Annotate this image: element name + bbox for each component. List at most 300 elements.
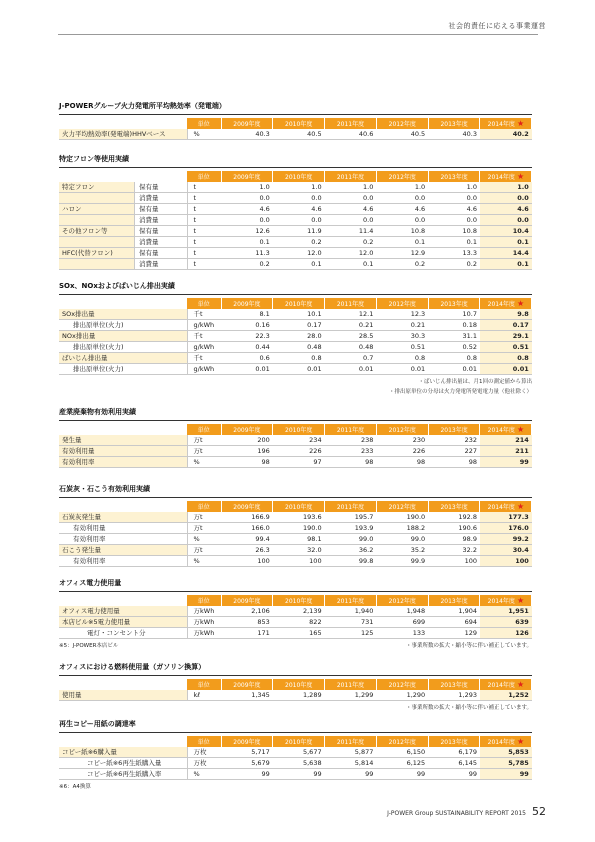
column-header: 2014年度 ★ [480,736,532,747]
row-label: 特定フロン 保有量 [59,182,187,193]
table-row [59,769,532,780]
value-cell: 0.18 [428,320,480,331]
waste-section [59,407,532,468]
value-cell: 11.3 [221,248,273,259]
value-cell: 12.1 [325,309,377,320]
freon-section [59,154,532,270]
value-cell: 0.1 [480,259,532,270]
value-cell: 822 [273,617,325,628]
efficiency-table [59,118,532,140]
sox-section [59,281,532,395]
column-header: 2009年度 [221,736,273,747]
value-cell: 1,904 [428,606,480,617]
value-cell: 6,150 [376,747,428,758]
value-cell: 0.1 [428,237,480,248]
unit-cell: t [187,215,221,226]
value-cell: 0.21 [376,320,428,331]
value-cell: 200 [221,435,273,446]
table-row [59,353,532,364]
value-cell: 1,345 [221,690,273,701]
value-cell: 11.4 [325,226,377,237]
value-cell: 192.8 [428,512,480,523]
row-label: 排出原単位(火力) [59,364,187,375]
value-cell: 0.17 [480,320,532,331]
row-label: コピー紙※6購入量 [59,747,187,758]
value-cell: 12.6 [221,226,273,237]
value-cell: 98.1 [273,534,325,545]
row-label: 有効利用率 [59,457,187,468]
value-cell: 40.5 [273,129,325,140]
value-cell: 1.0 [480,182,532,193]
row-label: 消費量 [59,193,187,204]
value-cell: 2,139 [273,606,325,617]
value-cell: 99 [428,769,480,780]
value-cell: 0.0 [376,215,428,226]
value-cell: 12.9 [376,248,428,259]
column-header: 2014年度 ★ [480,595,532,606]
unit-cell: t [187,248,221,259]
value-cell: 129 [428,628,480,639]
row-label: 火力平均熱効率(発電端)HHVベース [59,129,187,140]
unit-cell: t [187,237,221,248]
value-cell: 4.6 [480,204,532,215]
table-row [59,226,532,237]
column-header: 単位 [187,171,221,182]
note-row [59,782,532,790]
value-cell: 214 [480,435,532,446]
table-row [59,364,532,375]
value-cell: 0.0 [221,215,273,226]
value-cell: 98 [428,457,480,468]
waste-table [59,424,532,468]
value-cell: 40.5 [376,129,428,140]
value-cell: 0.8 [273,353,325,364]
column-header: 2012年度 [376,424,428,435]
table-row [59,747,532,758]
column-header: 2013年度 [428,118,480,129]
value-cell: 226 [376,446,428,457]
value-cell: 98.9 [428,534,480,545]
unit-cell: % [187,129,221,140]
value-cell: 0.0 [376,193,428,204]
table-row [59,193,532,204]
value-cell: 171 [221,628,273,639]
office_fuel-table [59,679,532,701]
table-row [59,204,532,215]
row-label: NOx排出量 [59,331,187,342]
value-cell: 5,638 [273,758,325,769]
value-cell: 26.3 [221,545,273,556]
report-title: J-POWER Group SUSTAINABILITY REPORT 2015 [387,810,526,817]
column-header: 2010年度 [273,501,325,512]
value-cell: 0.8 [480,353,532,364]
value-cell: 0.51 [376,342,428,353]
row-label: 石こう発生量 [59,545,187,556]
table-row [59,512,532,523]
value-cell: 5,679 [221,758,273,769]
value-cell: 40.3 [221,129,273,140]
value-cell: 4.6 [273,204,325,215]
value-cell: 190.0 [273,523,325,534]
value-cell: 0.7 [325,353,377,364]
column-header: 単位 [187,736,221,747]
column-header: 2009年度 [221,679,273,690]
value-cell: 36.2 [325,545,377,556]
value-cell: 35.2 [376,545,428,556]
value-cell: 5,853 [480,747,532,758]
unit-cell: 千t [187,309,221,320]
value-cell: 193.6 [273,512,325,523]
value-cell: 99 [325,769,377,780]
row-label: その他フロン等 保有量 [59,226,187,237]
value-cell: 1.0 [376,182,428,193]
value-cell: 32.0 [273,545,325,556]
value-cell: 1.0 [221,182,273,193]
table-row [59,457,532,468]
row-label: 有効利用量 [59,446,187,457]
value-cell: 28.5 [325,331,377,342]
column-header: 2009年度 [221,171,273,182]
value-cell: 0.1 [376,237,428,248]
value-cell: 13.3 [428,248,480,259]
column-header: 2012年度 [376,118,428,129]
table-row [59,534,532,545]
office_power-table [59,595,532,639]
column-header: 2013年度 [428,171,480,182]
row-label: 有効利用率 [59,556,187,567]
table-row [59,309,532,320]
value-cell: 100 [273,556,325,567]
column-header: 2013年度 [428,501,480,512]
value-cell: 0.51 [480,342,532,353]
unit-cell: 万kWh [187,617,221,628]
section-title: オフィスにおける燃料使用量（ガソリン換算） [59,662,532,676]
page-number: 52 [532,805,546,818]
row-label: SOx排出量 [59,309,187,320]
section-title: J-POWERグループ火力発電所平均熱効率（発電端） [59,101,532,115]
value-cell: 97 [273,457,325,468]
ash-table [59,501,532,567]
row-label: オフィス電力使用量 [59,606,187,617]
column-header: 2012年度 [376,171,428,182]
row-label: 使用量 [59,690,187,701]
table-row [59,259,532,270]
unit-cell: % [187,457,221,468]
table-row [59,690,532,701]
column-header: 2014年度 ★ [480,501,532,512]
value-cell: 99 [221,769,273,780]
value-cell: 99 [376,769,428,780]
unit-cell: % [187,534,221,545]
value-cell: 11.9 [273,226,325,237]
column-header: 2009年度 [221,501,273,512]
value-cell: 30.4 [480,545,532,556]
unit-cell: 万枚 [187,747,221,758]
value-cell: 12.3 [376,309,428,320]
sox-table [59,298,532,375]
row-label: 排出原単位(火力) [59,320,187,331]
value-cell: 639 [480,617,532,628]
unit-cell: 千t [187,353,221,364]
value-cell: 0.2 [428,259,480,270]
column-header: 2014年度 ★ [480,118,532,129]
value-cell: 6,125 [376,758,428,769]
section-title: 産業廃棄物有効利用実績 [59,407,532,421]
table-row [59,446,532,457]
column-header: 2013年度 [428,736,480,747]
unit-cell: t [187,204,221,215]
value-cell: 1,940 [325,606,377,617]
table-row [59,320,532,331]
section-title: 石炭灰・石こう有効利用実績 [59,484,532,498]
value-cell: 125 [325,628,377,639]
value-cell: 0.1 [325,259,377,270]
value-cell: 1,290 [376,690,428,701]
column-header: 2014年度 ★ [480,171,532,182]
value-cell: 99.0 [325,534,377,545]
value-cell: 1.0 [273,182,325,193]
value-cell: 0.8 [376,353,428,364]
table-row [59,556,532,567]
value-cell: 196 [221,446,273,457]
value-cell: 1,252 [480,690,532,701]
value-cell: 0.01 [325,364,377,375]
value-cell: 6,179 [428,747,480,758]
value-cell: 0.0 [428,215,480,226]
value-cell: 99.2 [480,534,532,545]
value-cell: 188.2 [376,523,428,534]
table-row [59,331,532,342]
freon-table [59,171,532,270]
value-cell: 6,145 [428,758,480,769]
value-cell: 0.2 [221,259,273,270]
row-label: 消費量 [59,237,187,248]
table-row [59,523,532,534]
value-cell: 126 [480,628,532,639]
column-header: 単位 [187,595,221,606]
value-cell: 0.48 [325,342,377,353]
footer [387,805,546,818]
unit-cell: t [187,226,221,237]
section-header: 社会的責任に応える事業運営 [448,22,546,30]
value-cell: 8.1 [221,309,273,320]
value-cell: 99.0 [376,534,428,545]
value-cell: 10.8 [428,226,480,237]
value-cell: 193.9 [325,523,377,534]
value-cell: 0.48 [273,342,325,353]
section-title: オフィス電力使用量 [59,578,532,592]
value-cell: 14.4 [480,248,532,259]
value-cell: 30.3 [376,331,428,342]
value-cell: 31.1 [428,331,480,342]
value-cell: 0.0 [325,193,377,204]
ash-section [59,484,532,567]
value-cell: 853 [221,617,273,628]
star-icon: ★ [516,299,525,308]
row-label: 有効利用量 [59,523,187,534]
column-header: 2010年度 [273,679,325,690]
value-cell: 4.6 [221,204,273,215]
value-cell: 99.9 [376,556,428,567]
table-note: ・事業所数の拡大・縮小等に伴い補正しています。 [405,643,532,649]
value-cell: 99 [480,769,532,780]
star-icon: ★ [516,502,525,511]
unit-cell: 万t [187,545,221,556]
value-cell: 4.6 [376,204,428,215]
value-cell: 0.2 [376,259,428,270]
unit-cell: 万枚 [187,758,221,769]
value-cell: 0.1 [221,237,273,248]
value-cell: 0.0 [428,193,480,204]
value-cell: 0.1 [480,237,532,248]
value-cell: 4.6 [428,204,480,215]
column-header: 2012年度 [376,298,428,309]
row-label: 石炭灰発生量 [59,512,187,523]
row-label: 電灯・コンセント分 [59,628,187,639]
row-label: 消費量 [59,259,187,270]
value-cell: 0.21 [325,320,377,331]
value-cell: 0.17 [273,320,325,331]
table-row [59,342,532,353]
note-row [59,641,532,649]
value-cell: 166.9 [221,512,273,523]
value-cell: 731 [325,617,377,628]
value-cell: 5,814 [325,758,377,769]
value-cell: 29.1 [480,331,532,342]
unit-cell: 万kWh [187,606,221,617]
column-header: 2010年度 [273,424,325,435]
column-header: 2011年度 [325,679,377,690]
column-header: 単位 [187,118,221,129]
column-header: 2009年度 [221,118,273,129]
unit-cell: g/kWh [187,364,221,375]
column-header: 2011年度 [325,736,377,747]
column-header: 2011年度 [325,298,377,309]
unit-cell: 千t [187,331,221,342]
value-cell: 0.2 [273,237,325,248]
table-row [59,758,532,769]
column-header: 2009年度 [221,424,273,435]
unit-cell: t [187,182,221,193]
column-header: 2009年度 [221,595,273,606]
column-header: 2012年度 [376,501,428,512]
star-icon: ★ [516,737,525,746]
column-header: 単位 [187,424,221,435]
value-cell: 1.0 [325,182,377,193]
office-fuel-section [59,662,532,711]
unit-cell: 万t [187,512,221,523]
table-row [59,628,532,639]
column-header: 2010年度 [273,118,325,129]
value-cell: 0.0 [273,193,325,204]
value-cell: 10.7 [428,309,480,320]
value-cell: 98 [221,457,273,468]
value-cell: 99.8 [325,556,377,567]
value-cell: 100 [221,556,273,567]
value-cell: 99 [480,457,532,468]
value-cell: 166.0 [221,523,273,534]
value-cell: 0.0 [273,215,325,226]
value-cell: 694 [428,617,480,628]
row-label: ハロン 保有量 [59,204,187,215]
value-cell: 28.0 [273,331,325,342]
value-cell: 5,785 [480,758,532,769]
value-cell: 230 [376,435,428,446]
header-rule [58,34,538,35]
column-header: 2011年度 [325,501,377,512]
section-title: SOx、NOxおよびばいじん排出実績 [59,281,532,295]
row-label: HFC(代替フロン) 保有量 [59,248,187,259]
value-cell: 211 [480,446,532,457]
value-cell: 195.7 [325,512,377,523]
column-header: 2010年度 [273,595,325,606]
footnote: ※6：A4換算 [59,784,91,790]
unit-cell: 万kWh [187,628,221,639]
value-cell: 0.0 [480,193,532,204]
unit-cell: t [187,259,221,270]
unit-cell: t [187,193,221,204]
value-cell: 0.2 [325,237,377,248]
star-icon: ★ [516,119,525,128]
unit-cell: kℓ [187,690,221,701]
efficiency-section [59,101,532,140]
unit-cell: g/kWh [187,320,221,331]
column-header: 2012年度 [376,679,428,690]
value-cell: 0.0 [480,215,532,226]
value-cell: 1,293 [428,690,480,701]
value-cell: 0.0 [325,215,377,226]
row-label: 消費量 [59,215,187,226]
value-cell: 40.6 [325,129,377,140]
value-cell: 0.16 [221,320,273,331]
value-cell: 232 [428,435,480,446]
section-title: 特定フロン等使用実績 [59,154,532,168]
value-cell: 99 [273,769,325,780]
value-cell: 0.01 [221,364,273,375]
table-row [59,182,532,193]
value-cell: 190.0 [376,512,428,523]
value-cell: 22.3 [221,331,273,342]
value-cell: 40.2 [480,129,532,140]
column-header: 2011年度 [325,595,377,606]
value-cell: 12.0 [273,248,325,259]
value-cell: 0.8 [428,353,480,364]
value-cell: 238 [325,435,377,446]
value-cell: 177.3 [480,512,532,523]
row-label: 有効利用率 [59,534,187,545]
value-cell: 1,289 [273,690,325,701]
unit-cell: 万t [187,523,221,534]
paper-table [59,736,532,780]
note-row [59,703,532,711]
section-title: 再生コピー用紙の調達率 [59,719,532,733]
column-header: 2014年度 ★ [480,679,532,690]
star-icon: ★ [516,680,525,689]
value-cell: 227 [428,446,480,457]
value-cell: 2,106 [221,606,273,617]
value-cell: 165 [273,628,325,639]
unit-cell: % [187,769,221,780]
table-note: ・排出原単位の分母は火力発電所発電電力量（他社除く） [388,389,532,395]
row-label: 発生量 [59,435,187,446]
value-cell: 0.1 [273,259,325,270]
value-cell: 5,877 [325,747,377,758]
column-header: 単位 [187,298,221,309]
value-cell: 0.01 [428,364,480,375]
column-header: 2011年度 [325,424,377,435]
table-row [59,617,532,628]
value-cell: 9.8 [480,309,532,320]
